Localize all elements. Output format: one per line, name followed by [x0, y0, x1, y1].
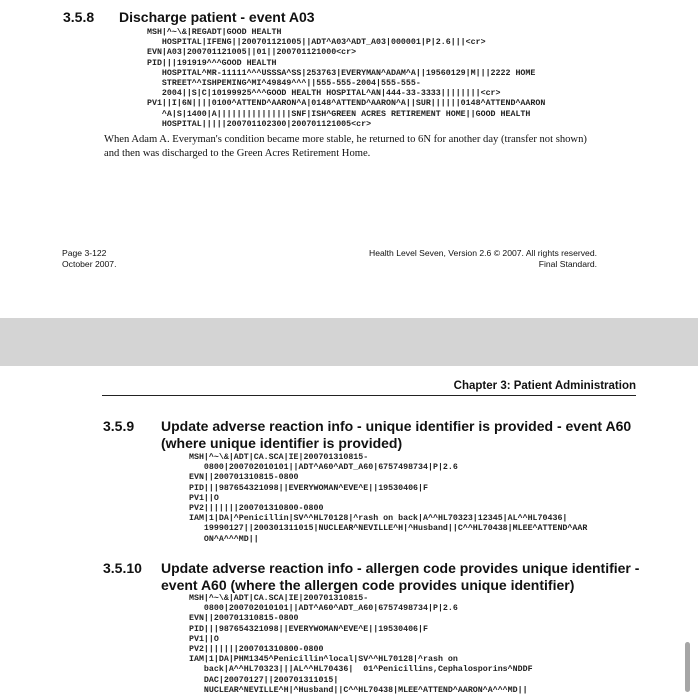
chapter-header-text: Chapter 3: Patient Administration	[453, 380, 636, 392]
section-title-line: (where unique identifier is provided)	[161, 435, 403, 451]
scrollbar-thumb[interactable]	[685, 642, 690, 692]
hl7-message-block: MSH|^~\&|ADT|CA.SCA|IE|200701310815- 0800|200702010101||ADT^A60^ADT_A60|6757498734|P|2.6 EVN||200701310815-0800 PID|||987654321098||EVERYWOMAN^EVE^E||19530406|F PV1||O PV2|||||||200701310800-0800 IAM|1|DA|PHM1345^Penicillin^local|SV^^HL70128|^rash on back|A^^HL70323|||AL^^HL70436| 01^Penicillins,Cephalosporins^NDDF DAC|20070127||200701311015| NUCLEAR^NEVILLE^H|^Husband||C^^HL70438|MLEE^ATTEND^AARON^A^^^MD||	[189, 594, 533, 695]
footer-copyright: Health Level Seven, Version 2.6 © 2007. All rights reserved.	[369, 248, 597, 258]
section-title-line: event A60 (where the allergen code provides unique identifier)	[161, 577, 575, 593]
section-number: 3.5.10	[103, 560, 142, 576]
section-paragraph: When Adam A. Everyman's condition became more stable, he returned to 6N for another day (transfer not shown) and then was discharged to the Green Acres Retirement Home.	[104, 134, 587, 159]
chapter-header	[102, 379, 636, 396]
section-number: 3.5.9	[103, 418, 135, 434]
hl7-message-block: MSH|^~\&|ADT|CA.SCA|IE|200701310815- 0800|200702010101||ADT^A60^ADT_A60|6757498734|P|2.6 EVN||200701310815-0800 PID|||987654321098||EVERYWOMAN^EVE^E||19530406|F PV1||O PV2|||||||200701310800-0800 IAM|1|DA|^Penicillin|SV^^HL70128|^rash on back|A^^HL70323|12345|AL^^HL70436| 19990127||200301311015|NUCLEAR^NEVILLE^H|^Husband||C^^HL70438|MLEE^ATTEND^AAR ON^A^^^MD||	[189, 453, 588, 544]
footer-status: Final Standard.	[538, 259, 597, 269]
footer-date: October 2007.	[62, 259, 117, 269]
section-title	[161, 418, 641, 452]
section-title-line: Update adverse reaction info - unique identifier is provided - event A60	[161, 418, 632, 434]
section-title	[161, 560, 641, 594]
section-title-line: Update adverse reaction info - allergen code provides unique identifier -	[161, 560, 640, 576]
page-gap	[0, 318, 698, 366]
hl7-message-block: MSH|^~\&|REGADT|GOOD HEALTH HOSPITAL|IFENG||200701121005||ADT^A03^ADT_A03|000001|P|2.6|||<cr> EVN|A03|200701121005||01||200701121000<cr> PID|||191919^^^GOOD HEALTH HOSPITAL^MR-11111^^^USSSA^SS|253763|EVERYMAN^ADAM^A||19560129|M|||2222 HOME STREET^^ISHPEMING^MI^49849^^^||555-555-2004|555-555- 2004||S|C|10199925^^^GOOD HEALTH HOSPITAL^AN|444-33-3333||||||||<cr> PV1||I|6N||||0100^ATTEND^AARON^A|0148^ATTEND^AARON^A||SUR||||||0148^ATTEND^AARON ^A|S|1400|A|||||||||||||||SNF|ISH^GREEN ACRES RETIREMENT HOME||GOOD HEALTH HOSPITAL|||||200701102300|200701121005<cr>	[147, 28, 546, 129]
section-number: 3.5.8	[63, 9, 95, 25]
footer-page-number: Page 3-122	[62, 248, 107, 258]
document-page-1	[0, 0, 698, 318]
section-title: Discharge patient - event A03	[119, 9, 315, 25]
